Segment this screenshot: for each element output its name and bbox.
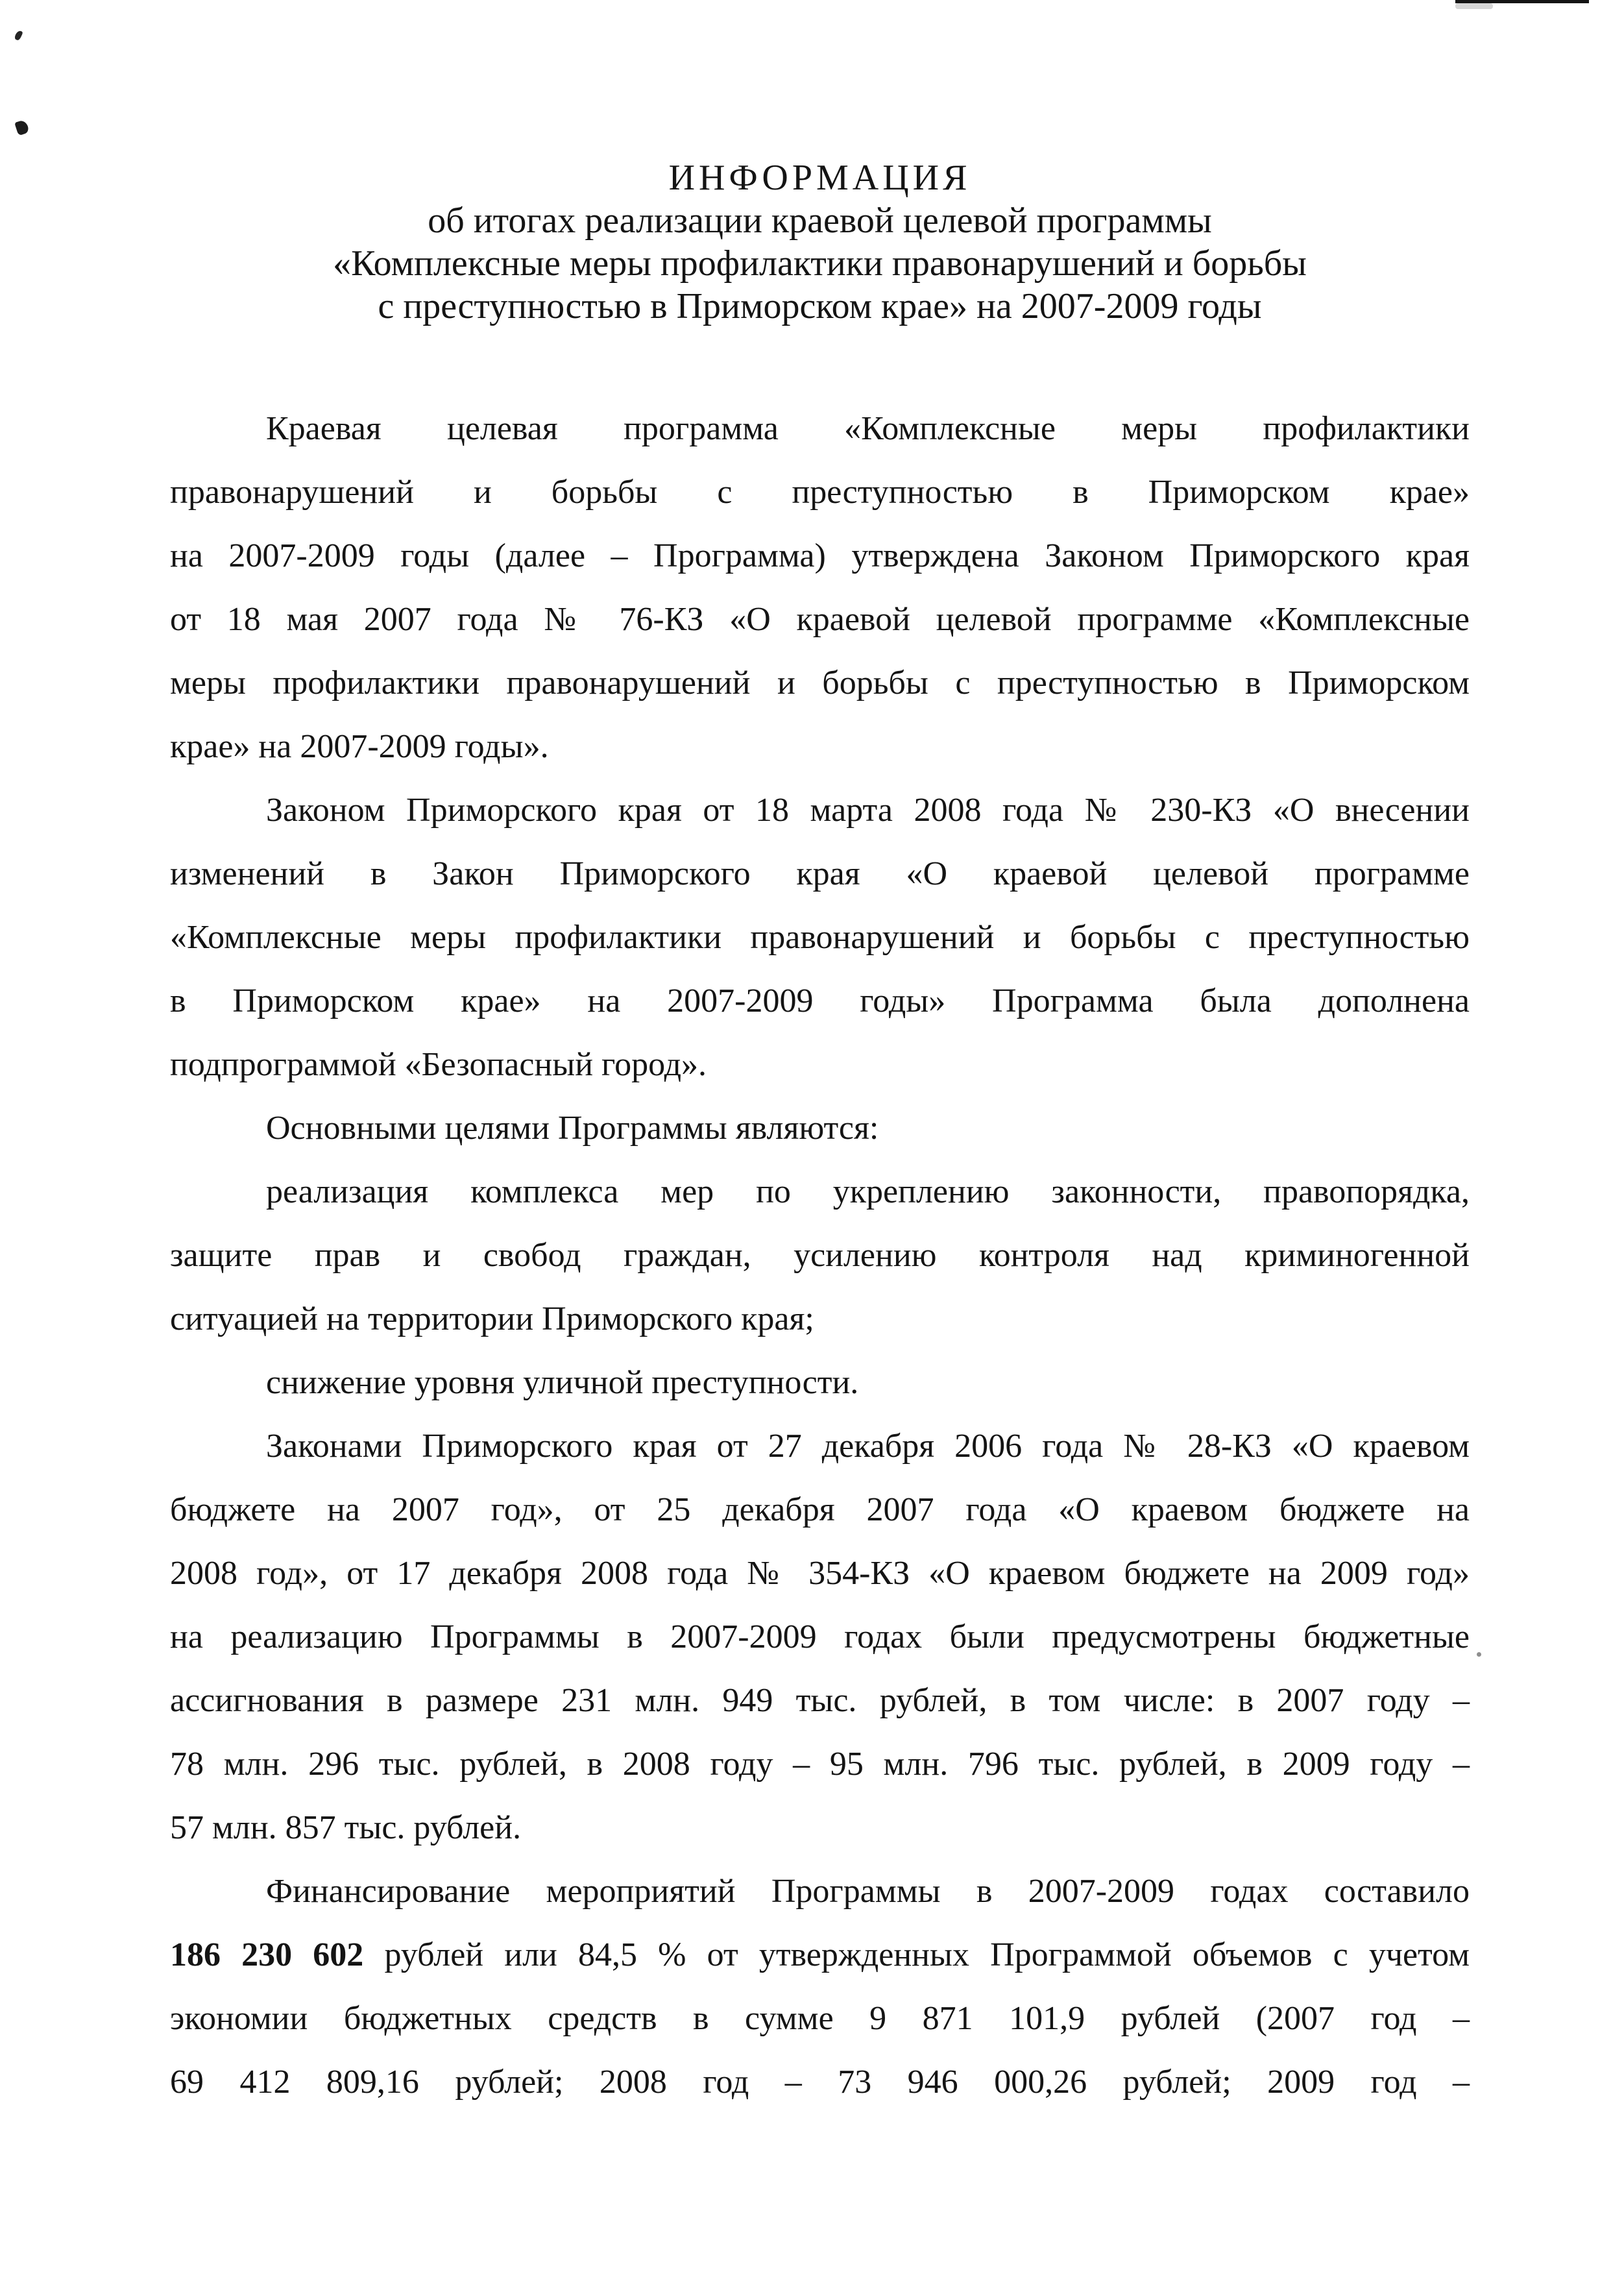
text-line: Законом Приморского края от 18 марта 2008 года № 230-КЗ «О внесении <box>266 792 1470 829</box>
text-line: изменений в Закон Приморского края «О краевой целевой программе <box>170 855 1470 892</box>
text-line: подпрограммой «Безопасный город». <box>170 1046 707 1083</box>
text-line: Краевая целевая программа «Комплексные меры профилактики <box>266 410 1470 447</box>
text-line: 78 млн. 296 тыс. рублей, в 2008 году – 95 млн. 796 тыс. рублей, в 2009 году – <box>170 1746 1470 1783</box>
text-line: Основными целями Программы являются: <box>266 1110 879 1147</box>
text-line: снижение уровня уличной преступности. <box>266 1364 859 1401</box>
text-line: 57 млн. 857 тыс. рублей. <box>170 1809 522 1846</box>
paragraph <box>170 1860 1470 2114</box>
paragraph <box>170 779 1470 1097</box>
paragraph <box>170 1097 1470 1160</box>
text-line: 2008 год», от 17 декабря 2008 года № 354-КЗ «О краевом бюджете на 2009 год» <box>170 1555 1470 1592</box>
document-title <box>170 156 1470 328</box>
text-line: на реализацию Программы в 2007-2009 годах были предусмотрены бюджетные <box>170 1618 1470 1655</box>
text-line: от 18 мая 2007 года № 76-КЗ «О краевой целевой программе «Комплексные <box>170 601 1470 638</box>
paragraph <box>170 1351 1470 1415</box>
title-line: ИНФОРМАЦИЯ <box>668 158 971 198</box>
text-line <box>170 1923 1470 1987</box>
text-line: «Комплексные меры профилактики правонарушений и борьбы с преступностью <box>170 919 1470 956</box>
document-body <box>170 397 1470 2114</box>
scan-artifact-speck-1 <box>14 30 23 41</box>
text-line: в Приморском крае» на 2007-2009 годы» Программа была дополнена <box>170 982 1470 1019</box>
scan-artifact-top-smudge <box>1455 3 1493 9</box>
text-line: ситуацией на территории Приморского края; <box>170 1300 814 1337</box>
text-line: на 2007-2009 годы (далее – Программа) утверждена Законом Приморского края <box>170 537 1470 574</box>
text-line: правонарушений и борьбы с преступностью в Приморском крае» <box>170 474 1470 511</box>
paragraph <box>170 397 1470 779</box>
bold-text-segment: 186 230 602 <box>170 1936 364 1973</box>
text-line: Финансирование мероприятий Программы в 2007-2009 годах составило <box>266 1873 1470 1910</box>
text-line: бюджете на 2007 год», от 25 декабря 2007 года «О краевом бюджете на <box>170 1491 1470 1528</box>
text-line: крае» на 2007-2009 годы». <box>170 728 549 765</box>
text-segment: рублей или 84,5 % от утвержденных Программой объемов с учетом <box>363 1936 1470 1973</box>
text-line: Законами Приморского края от 27 декабря 2006 года № 28-КЗ «О краевом <box>266 1428 1470 1465</box>
text-line: реализация комплекса мер по укреплению законности, правопорядка, <box>266 1173 1470 1210</box>
text-line: ассигнования в размере 231 млн. 949 тыс. рублей, в том числе: в 2007 году – <box>170 1682 1470 1719</box>
paragraph <box>170 1415 1470 1860</box>
text-line: 69 412 809,16 рублей; 2008 год – 73 946 000,26 рублей; 2009 год – <box>170 2064 1470 2101</box>
title-line: с преступностью в Приморском крае» на 2007-2009 годы <box>378 286 1262 326</box>
title-line: об итогах реализации краевой целевой программы <box>428 201 1212 241</box>
text-line: защите прав и свобод граждан, усилению контроля над криминогенной <box>170 1237 1470 1274</box>
scan-artifact-speck-2 <box>14 119 30 136</box>
title-line: «Комплексные меры профилактики правонарушений и борьбы <box>333 243 1307 284</box>
paragraph <box>170 1160 1470 1351</box>
text-line: меры профилактики правонарушений и борьбы с преступностью в Приморском <box>170 664 1470 701</box>
text-line: экономии бюджетных средств в сумме 9 871 101,9 рублей (2007 год – <box>170 2000 1470 2037</box>
scan-artifact-dot <box>1477 1652 1481 1657</box>
